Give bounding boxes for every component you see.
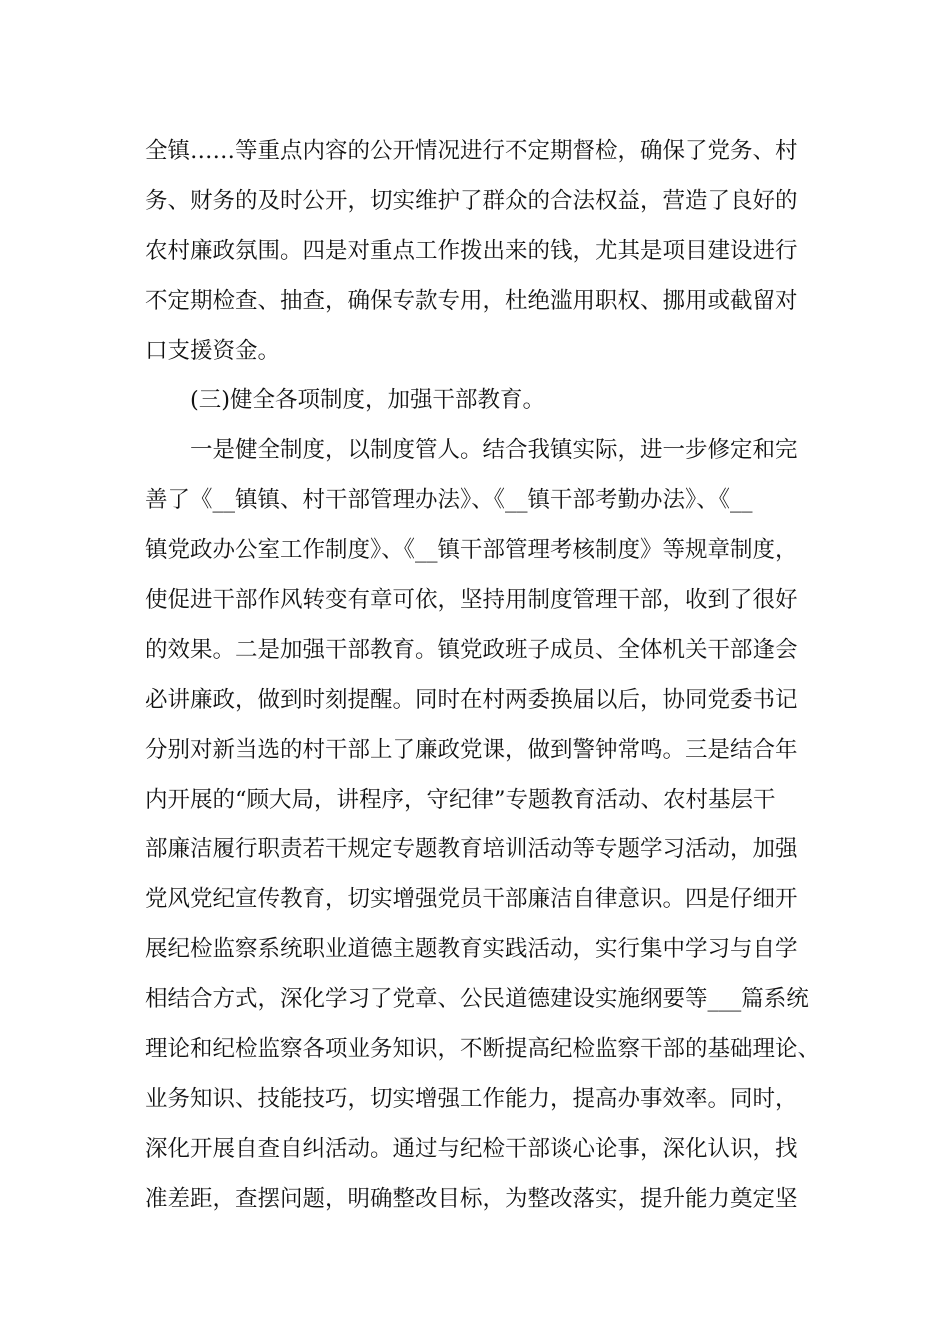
paragraph-first-line: (三)健全各项制度，加强干部教育。	[190, 387, 546, 414]
text-line: 深化开展自查自纠活动。通过与纪检干部谈心论事，深化认识，找	[145, 1135, 798, 1162]
text-line: 务、财务的及时公开，切实维护了群众的合法权益，营造了良好的	[145, 187, 798, 214]
document-body-text	[145, 127, 825, 1225]
text-line: 全镇……等重点内容的公开情况进行不定期督检，确保了党务、村	[145, 138, 798, 164]
text-line: 内开展的“顾大局，讲程序，守纪律”专题教育活动、农村基层干	[145, 786, 776, 813]
text-line: 镇党政办公室工作制度》、《__镇干部管理考核制度》等规章制度，	[145, 537, 798, 564]
text-line: 口支援资金。	[145, 337, 281, 364]
paragraph-first-line: 一是健全制度，以制度管人。结合我镇实际，进一步修定和完	[190, 437, 798, 464]
text-line: 分别对新当选的村干部上了廉政党课，做到警钟常鸣。三是结合年	[145, 736, 798, 763]
text-line: 部廉洁履行职责若干规定专题教育培训活动等专题学习活动，加强	[145, 836, 798, 863]
text-line: 的效果。二是加强干部教育。镇党政班子成员、全体机关干部逢会	[145, 636, 798, 663]
text-line: 必讲廉政，做到时刻提醒。同时在村两委换届以后，协同党委书记	[145, 686, 798, 713]
text-line: 业务知识、技能技巧，切实增强工作能力，提高办事效率。同时，	[145, 1085, 798, 1112]
text-line: 展纪检监察系统职业道德主题教育实践活动，实行集中学习与自学	[145, 936, 798, 963]
text-line: 使促进干部作风转变有章可依，坚持用制度管理干部，收到了很好	[145, 587, 798, 614]
text-line: 准差距，查摆问题，明确整改目标，为整改落实，提升能力奠定坚	[145, 1185, 798, 1212]
text-line: 党风党纪宣传教育，切实增强党员干部廉洁自律意识。四是仔细开	[145, 886, 798, 913]
text-line: 不定期检查、抽查，确保专款专用，杜绝滥用职权、挪用或截留对	[145, 287, 798, 314]
text-line: 理论和纪检监察各项业务知识，不断提高纪检监察干部的基础理论、	[145, 1036, 821, 1063]
text-line: 善了《__镇镇、村干部管理办法》、《__镇干部考勤办法》、《__	[145, 487, 753, 514]
text-line: 农村廉政氛围。四是对重点工作拨出来的钱，尤其是项目建设进行	[145, 237, 798, 264]
text-line: 相结合方式，深化学习了党章、公民道德建设实施纲要等___篇系统	[145, 986, 809, 1013]
